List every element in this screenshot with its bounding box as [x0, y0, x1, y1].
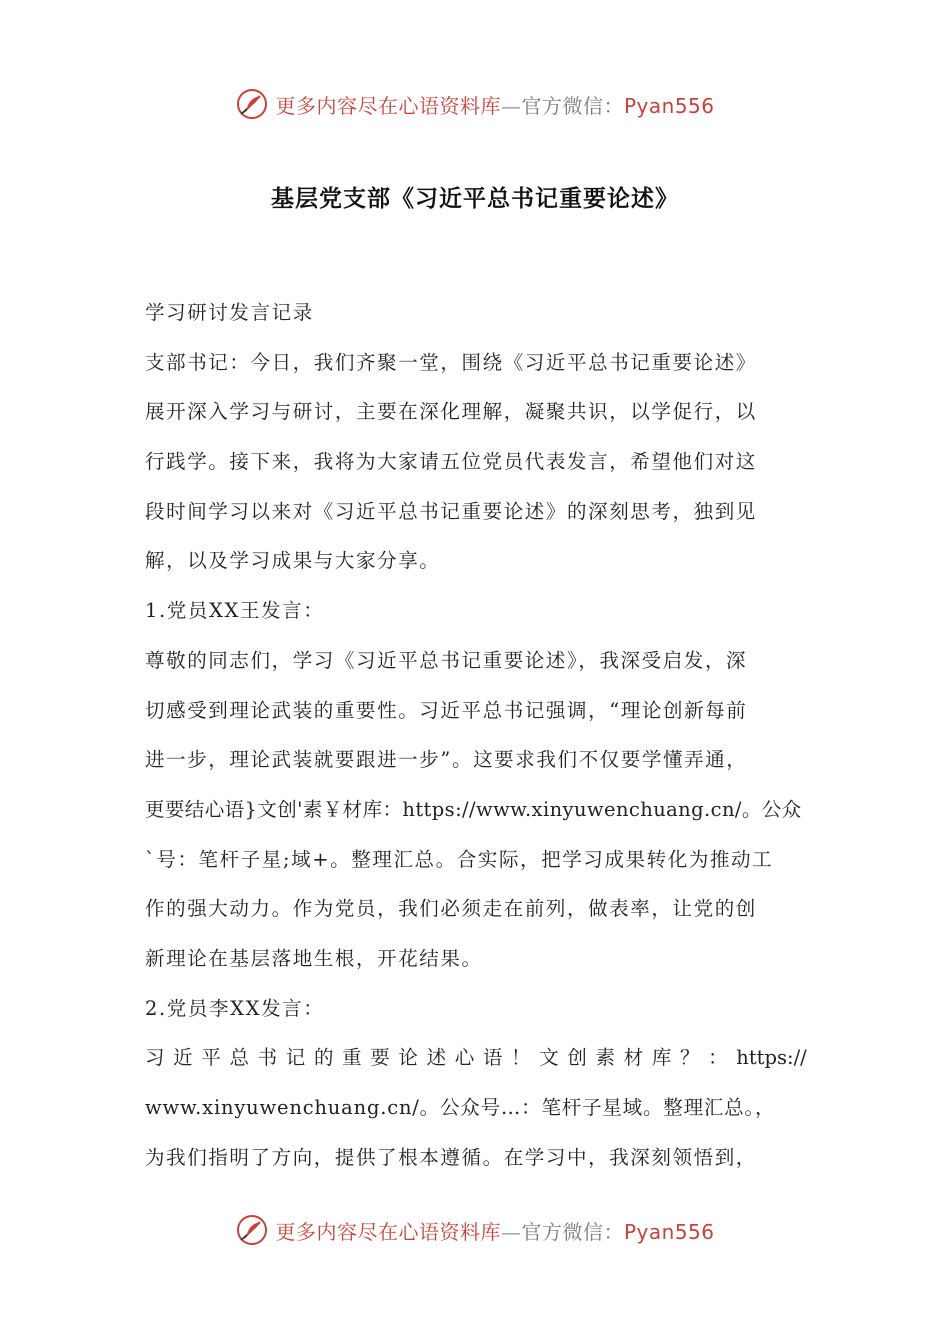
header-watermark-text [275, 90, 714, 119]
justified-text-unit: ？ [679, 1046, 700, 1070]
justified-text-unit: 库 [651, 1046, 672, 1070]
body-line: 作的强大动力。作为党员，我们必须走在前列，做表率，让党的创 [145, 897, 757, 921]
justified-text-unit: 总 [229, 1046, 249, 1070]
body-line-justified [145, 1040, 807, 1090]
header-watermark-banner [0, 84, 950, 124]
watermark-wechat-id: Pyan556 [623, 1219, 715, 1244]
document-body [145, 295, 807, 1189]
body-line: 为我们指明了方向，提供了根本遵循。在学习中，我深刻领悟到， [145, 1145, 757, 1169]
body-line: 尊敬的同志们，学习《习近平总书记重要论述》，我深受启发，深 [145, 648, 748, 672]
document-title: 基层党支部《习近平总书记重要论述》 [271, 185, 679, 212]
justified-text-unit: 材 [623, 1046, 644, 1070]
footer-watermark-banner [0, 1210, 950, 1250]
body-line: 段时间学习以来对《习近平总书记重要论述》的深刻思考，独到见 [145, 499, 757, 523]
body-line: 展开深入学习与研讨，主要在深化理解，凝聚共识，以学促行，以 [145, 400, 757, 424]
justified-text-unit: 的 [313, 1046, 334, 1070]
body-line: 行践学。接下来，我将为大家请五位党员代表发言，希望他们对这 [145, 450, 757, 474]
justified-text-unit: 平 [201, 1046, 221, 1070]
body-line: `号：笔杆子星;域+。整理汇总。合实际，把学习成果转化为推动工 [145, 847, 774, 871]
quill-logo-icon [235, 1213, 269, 1247]
justified-text-unit: 要 [370, 1046, 390, 1070]
justified-text-unit: https:// [736, 1046, 807, 1070]
body-line: 进一步，理论武装就要跟进一步”。这要求我们不仅要学懂弄通， [145, 748, 748, 772]
justified-text-unit: 近 [173, 1046, 193, 1070]
justified-text-unit: 重 [342, 1046, 362, 1070]
body-line: 新理论在基层落地生根，开花结果。 [145, 946, 483, 970]
watermark-dash: — [500, 93, 522, 118]
body-line: 支部书记：今日，我们齐聚一堂，围绕《习近平总书记重要论述》 [145, 350, 757, 374]
justified-text-unit: 素 [595, 1046, 616, 1070]
watermark-wechat-label: 官方微信： [521, 1219, 624, 1244]
body-line: www.xinyuwenchuang.cn/。公众号…：笔杆子星域。整理汇总。， [145, 1096, 776, 1119]
justified-text-unit: 文 [539, 1046, 559, 1070]
justified-text-unit: 语 [482, 1046, 503, 1070]
watermark-main-text: 更多内容尽在心语资料库 [275, 1219, 501, 1244]
body-line: 2.党员李XX发言： [145, 996, 325, 1020]
watermark-dash: — [500, 1219, 522, 1244]
justified-text-unit: 习 [145, 1046, 165, 1070]
watermark-wechat-label: 官方微信： [521, 93, 624, 118]
body-line: 1.党员XX王发言： [145, 599, 325, 623]
justified-text-unit: 创 [567, 1046, 587, 1070]
watermark-main-text: 更多内容尽在心语资料库 [275, 93, 501, 118]
body-line: 解，以及学习成果与大家分享。 [145, 549, 441, 573]
body-line: 学习研讨发言记录 [145, 301, 314, 324]
watermark-wechat-id: Pyan556 [623, 93, 715, 118]
body-line: 切感受到理论武装的重要性。习近平总书记强调，“理论创新每前 [145, 698, 748, 722]
justified-text-unit: 记 [285, 1046, 306, 1070]
justified-text-unit: 心 [454, 1046, 475, 1070]
justified-text-unit: 书 [257, 1046, 278, 1070]
justified-text-unit: 述 [426, 1046, 447, 1070]
quill-logo-icon [235, 87, 269, 121]
footer-watermark-text [275, 1216, 714, 1245]
justified-text-unit: ： [708, 1046, 728, 1070]
justified-text-unit: ！ [511, 1046, 531, 1070]
body-line: 更要结心语}文创'素￥材库：https://www.xinyuwenchuang.cn/。公众 [145, 797, 802, 821]
justified-text-unit: 论 [398, 1046, 418, 1070]
